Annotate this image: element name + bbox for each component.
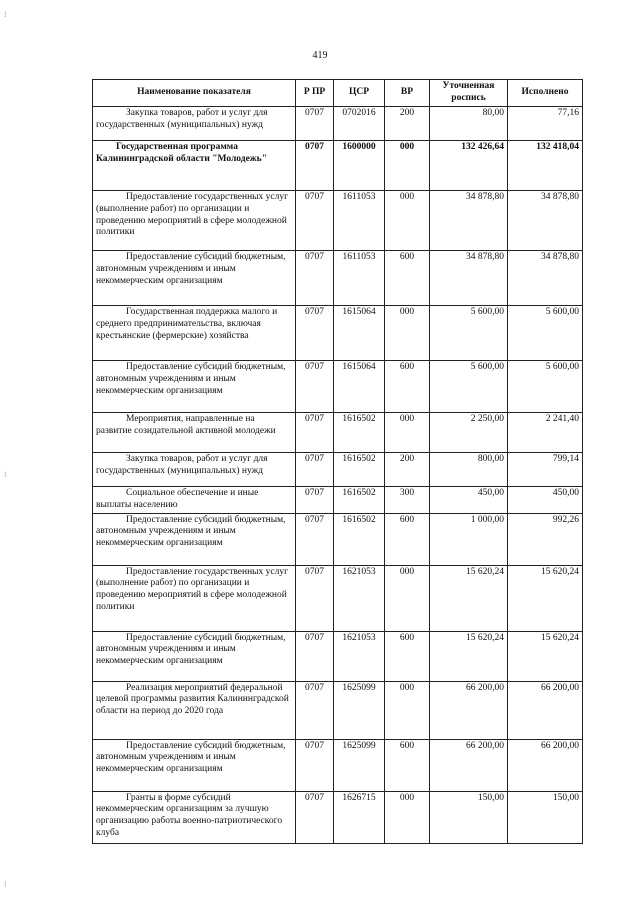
table-row — [93, 360, 583, 412]
cell-fact: 5 600,00 — [508, 360, 583, 412]
table-row — [93, 305, 583, 360]
cell-rpr: 0707 — [296, 305, 334, 360]
cell-plan: 132 426,64 — [430, 140, 508, 190]
table-row — [93, 486, 583, 513]
cell-csr: 0702016 — [334, 106, 385, 140]
cell-fact: 132 418,04 — [508, 140, 583, 190]
table-body — [93, 106, 583, 843]
cell-fact: 5 600,00 — [508, 305, 583, 360]
cell-name: Государственная программа Калининградской области "Молодежь" — [93, 140, 296, 190]
table-header — [93, 80, 583, 107]
table-row — [93, 739, 583, 791]
cell-plan: 15 620,24 — [430, 565, 508, 631]
cell-fact: 150,00 — [508, 791, 583, 843]
cell-csr: 1616502 — [334, 412, 385, 452]
cell-vr: 600 — [385, 631, 430, 681]
cell-csr: 1621053 — [334, 631, 385, 681]
cell-name: Предоставление субсидий бюджетным, автономным учреждениям и иным некоммерческим организациям — [93, 631, 296, 681]
cell-name: Предоставление государственных услуг (выполнение работ) по организации и проведению мероприятий в сфере молодежной политики — [93, 190, 296, 250]
cell-rpr: 0707 — [296, 412, 334, 452]
cell-plan: 2 250,00 — [430, 412, 508, 452]
table-row — [93, 791, 583, 843]
scan-edge-mark: ⁝ — [4, 470, 7, 479]
header-plan: Уточненная роспись — [430, 80, 508, 107]
cell-fact: 66 200,00 — [508, 739, 583, 791]
cell-csr: 1616502 — [334, 486, 385, 513]
cell-name: Социальное обеспечение и иные выплаты населению — [93, 486, 296, 513]
cell-csr: 1611053 — [334, 250, 385, 305]
scan-edge-mark: ⁝ — [4, 880, 7, 889]
cell-plan: 66 200,00 — [430, 739, 508, 791]
cell-csr: 1611053 — [334, 190, 385, 250]
table-row — [93, 190, 583, 250]
cell-rpr: 0707 — [296, 106, 334, 140]
cell-vr: 200 — [385, 452, 430, 486]
budget-table — [92, 79, 583, 844]
cell-plan: 5 600,00 — [430, 305, 508, 360]
cell-csr: 1625099 — [334, 681, 385, 739]
table-row — [93, 452, 583, 486]
cell-plan: 15 620,24 — [430, 631, 508, 681]
header-rpr: Р ПР — [296, 80, 334, 107]
cell-csr: 1621053 — [334, 565, 385, 631]
cell-vr: 200 — [385, 106, 430, 140]
cell-rpr: 0707 — [296, 513, 334, 565]
cell-name: Предоставление государственных услуг (выполнение работ) по организации и проведению мероприятий в сфере молодежной политики — [93, 565, 296, 631]
cell-rpr: 0707 — [296, 739, 334, 791]
header-csr: ЦСР — [334, 80, 385, 107]
cell-rpr: 0707 — [296, 681, 334, 739]
table-row — [93, 412, 583, 452]
cell-plan: 34 878,80 — [430, 250, 508, 305]
cell-rpr: 0707 — [296, 791, 334, 843]
cell-rpr: 0707 — [296, 452, 334, 486]
table-row — [93, 681, 583, 739]
cell-vr: 000 — [385, 140, 430, 190]
cell-name: Предоставление субсидий бюджетным, автономным учреждениям и иным некоммерческим организациям — [93, 513, 296, 565]
cell-vr: 000 — [385, 190, 430, 250]
cell-plan: 800,00 — [430, 452, 508, 486]
cell-vr: 000 — [385, 565, 430, 631]
cell-name: Предоставление субсидий бюджетным, автономным учреждениям и иным некоммерческим организациям — [93, 360, 296, 412]
cell-name: Реализация мероприятий федеральной целевой программы развития Калининградской области на период до 2020 года — [93, 681, 296, 739]
cell-csr: 1616502 — [334, 513, 385, 565]
cell-vr: 000 — [385, 412, 430, 452]
cell-fact: 799,14 — [508, 452, 583, 486]
cell-vr: 600 — [385, 360, 430, 412]
cell-plan: 80,00 — [430, 106, 508, 140]
table-row — [93, 250, 583, 305]
cell-plan: 5 600,00 — [430, 360, 508, 412]
cell-plan: 450,00 — [430, 486, 508, 513]
cell-fact: 450,00 — [508, 486, 583, 513]
cell-csr: 1626715 — [334, 791, 385, 843]
header-name: Наименование показателя — [93, 80, 296, 107]
cell-csr: 1615064 — [334, 360, 385, 412]
cell-fact: 34 878,80 — [508, 190, 583, 250]
cell-vr: 600 — [385, 250, 430, 305]
cell-name: Закупка товаров, работ и услуг для государственных (муниципальных) нужд — [93, 452, 296, 486]
cell-fact: 2 241,40 — [508, 412, 583, 452]
cell-csr: 1600000 — [334, 140, 385, 190]
table-row — [93, 140, 583, 190]
cell-vr: 600 — [385, 513, 430, 565]
cell-fact: 77,16 — [508, 106, 583, 140]
cell-vr: 000 — [385, 681, 430, 739]
cell-fact: 15 620,24 — [508, 565, 583, 631]
cell-rpr: 0707 — [296, 486, 334, 513]
cell-name: Государственная поддержка малого и среднего предпринимательства, включая крестьянские (фермерские) хозяйства — [93, 305, 296, 360]
table-row — [93, 565, 583, 631]
cell-rpr: 0707 — [296, 190, 334, 250]
table-row — [93, 106, 583, 140]
header-vr: ВР — [385, 80, 430, 107]
cell-rpr: 0707 — [296, 631, 334, 681]
cell-vr: 300 — [385, 486, 430, 513]
scan-edge-mark: ⁝ — [4, 10, 7, 19]
cell-fact: 992,26 — [508, 513, 583, 565]
cell-vr: 000 — [385, 791, 430, 843]
cell-csr: 1616502 — [334, 452, 385, 486]
table-row — [93, 631, 583, 681]
cell-plan: 34 878,80 — [430, 190, 508, 250]
cell-name: Закупка товаров, работ и услуг для государственных (муниципальных) нужд — [93, 106, 296, 140]
cell-name: Гранты в форме субсидий некоммерческим организациям за лучшую организацию работы военно-патриотического клуба — [93, 791, 296, 843]
header-fact: Исполнено — [508, 80, 583, 107]
cell-name: Предоставление субсидий бюджетным, автономным учреждениям и иным некоммерческим организациям — [93, 250, 296, 305]
cell-rpr: 0707 — [296, 565, 334, 631]
cell-fact: 15 620,24 — [508, 631, 583, 681]
cell-name: Мероприятия, направленные на развитие созидательной активной молодежи — [93, 412, 296, 452]
cell-rpr: 0707 — [296, 250, 334, 305]
page-number: 419 — [312, 50, 328, 61]
cell-csr: 1625099 — [334, 739, 385, 791]
cell-rpr: 0707 — [296, 140, 334, 190]
cell-vr: 600 — [385, 739, 430, 791]
cell-csr: 1615064 — [334, 305, 385, 360]
cell-fact: 66 200,00 — [508, 681, 583, 739]
cell-fact: 34 878,80 — [508, 250, 583, 305]
cell-rpr: 0707 — [296, 360, 334, 412]
cell-plan: 150,00 — [430, 791, 508, 843]
cell-plan: 66 200,00 — [430, 681, 508, 739]
cell-plan: 1 000,00 — [430, 513, 508, 565]
cell-name: Предоставление субсидий бюджетным, автономным учреждениям и иным некоммерческим организациям — [93, 739, 296, 791]
cell-vr: 000 — [385, 305, 430, 360]
table-row — [93, 513, 583, 565]
